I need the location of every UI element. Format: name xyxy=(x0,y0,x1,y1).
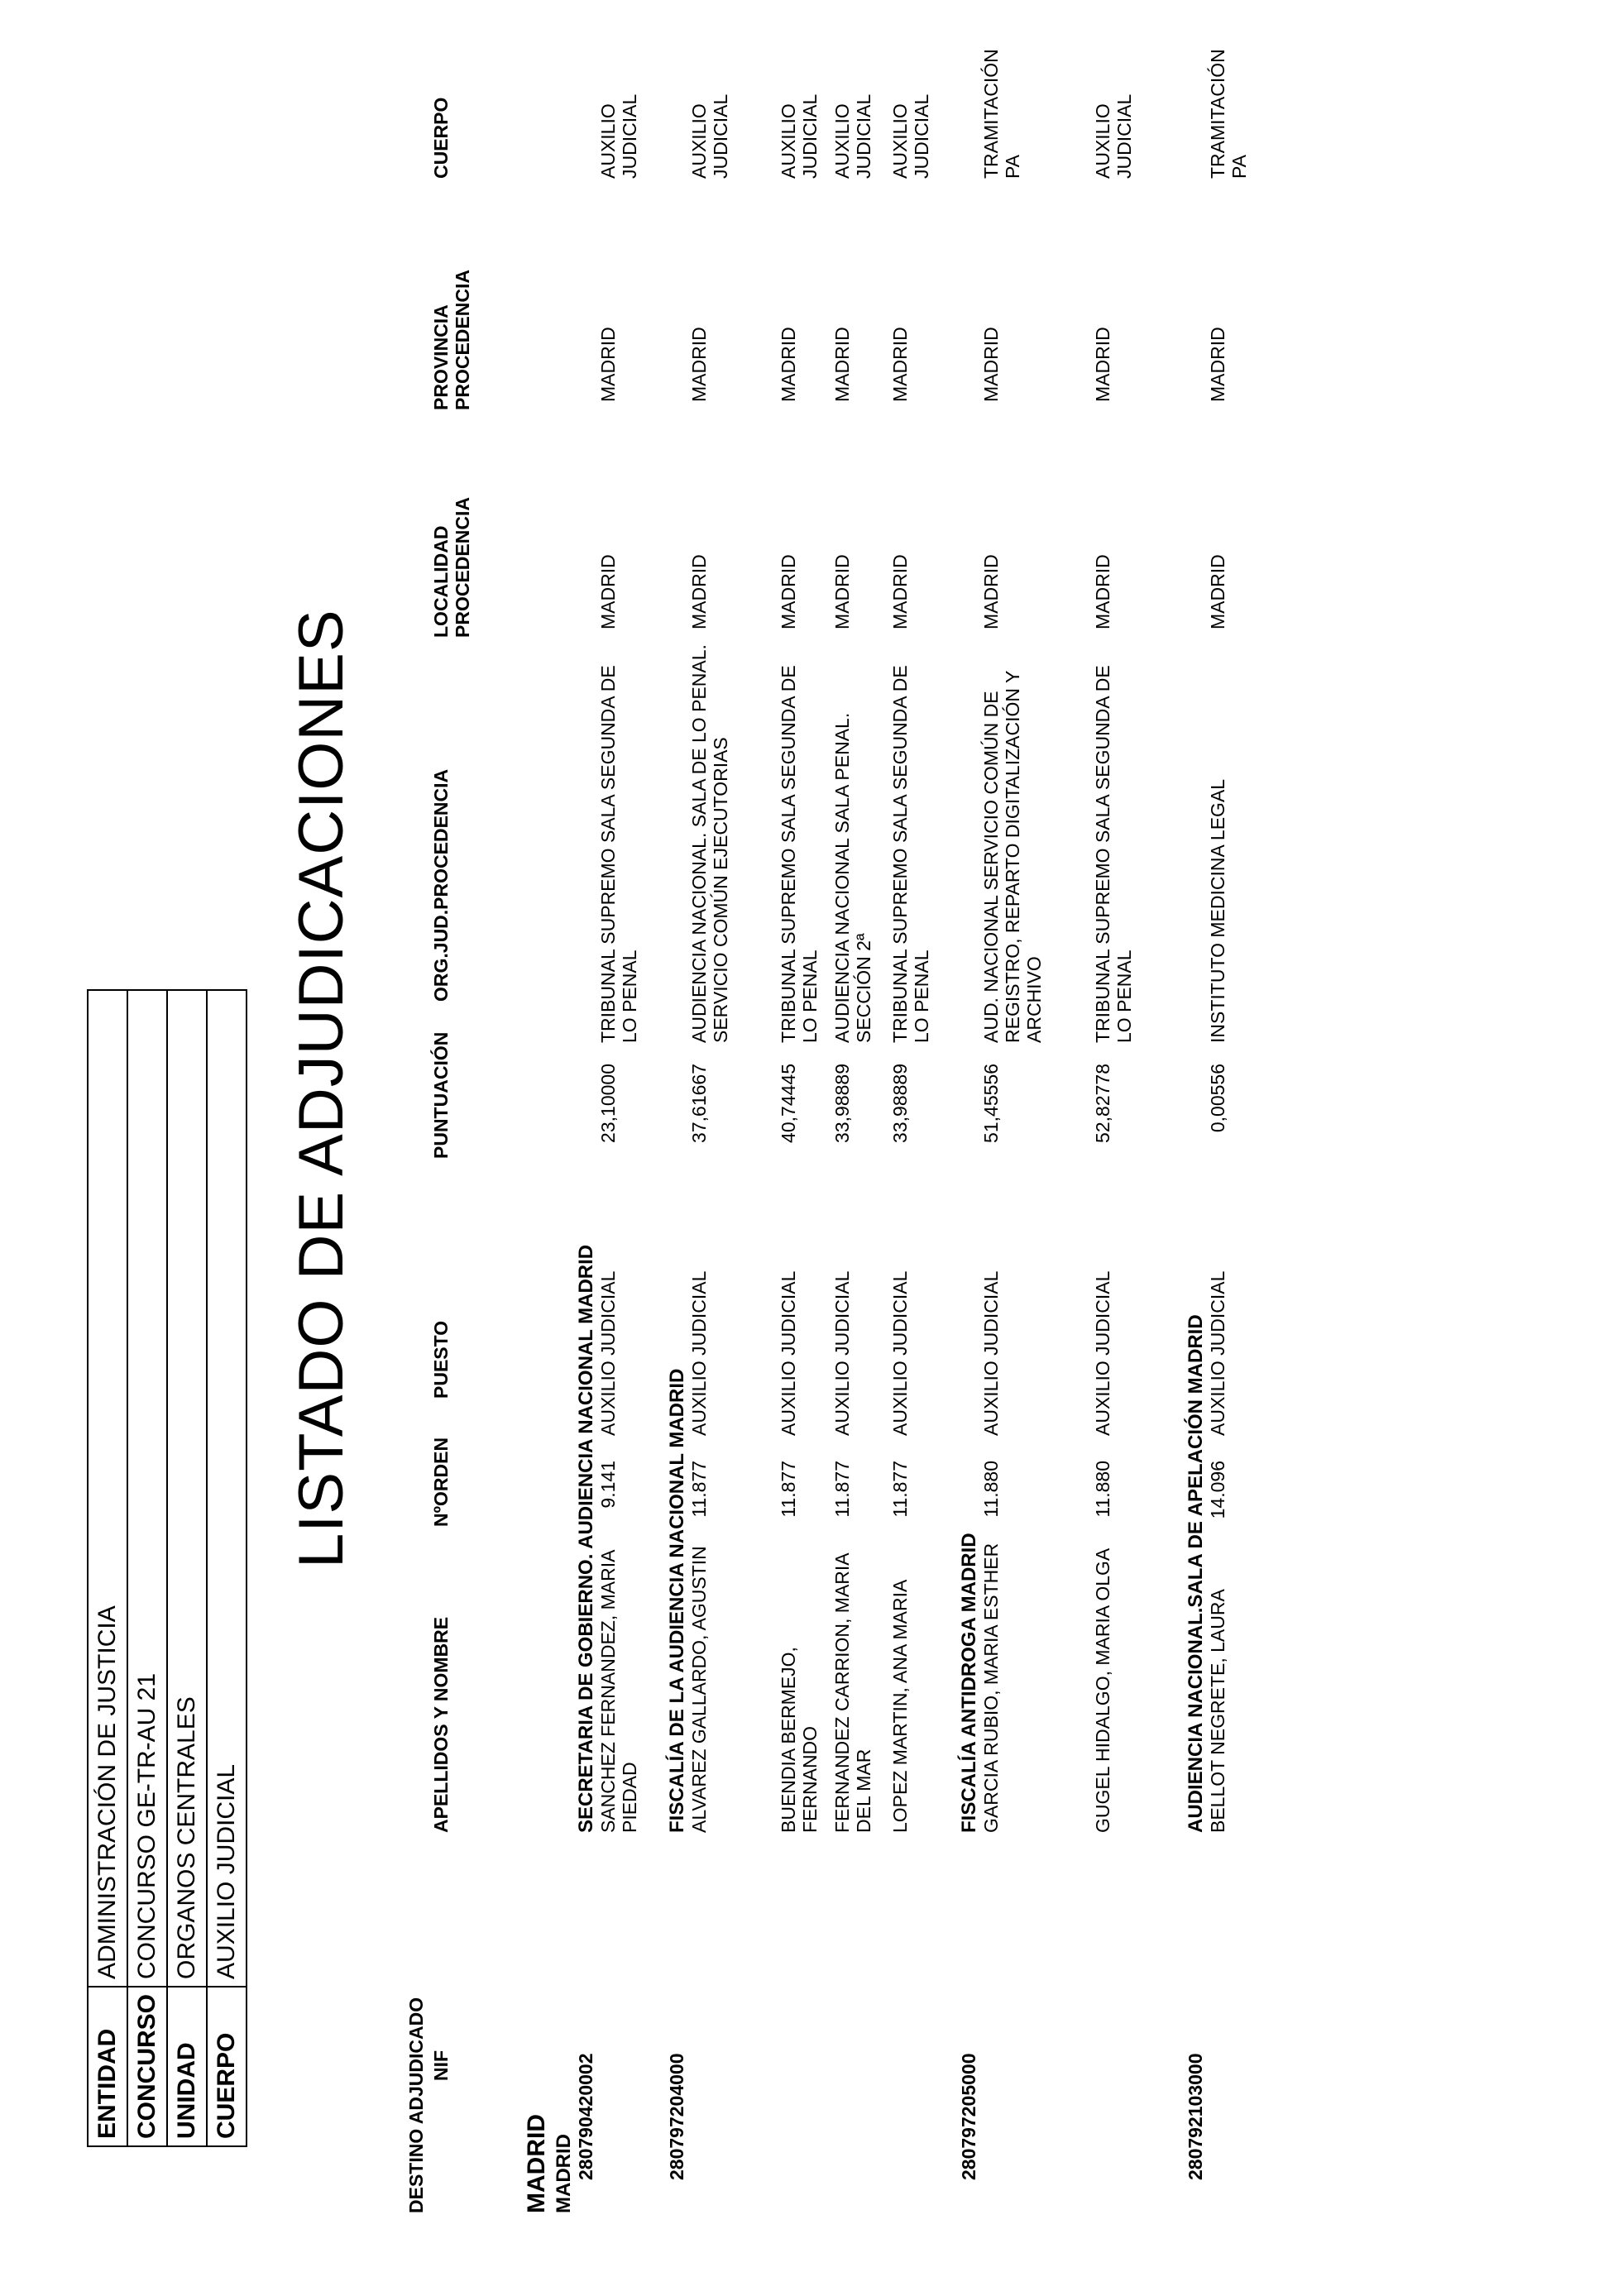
header-value: ADMINISTRACIÓN DE JUSTICIA xyxy=(88,990,127,1987)
cell-puntuacion: 33,98889 xyxy=(889,1064,911,1143)
header-value: AUXILIO JUDICIAL xyxy=(207,990,247,1987)
cell-provincia: MADRID xyxy=(778,327,799,402)
cell-cuerpo: TRAMITACIÓN PA xyxy=(1207,49,1250,179)
cell-localidad: MADRID xyxy=(597,554,619,629)
header-info-box xyxy=(87,989,247,2147)
cell-localidad: MADRID xyxy=(1092,554,1113,629)
header-key: ENTIDAD xyxy=(88,1987,127,2146)
cell-nombre: BUENDIA BERMEJO, FERNANDO xyxy=(778,1647,821,1833)
header-value: CONCURSO GE-TR-AU 21 xyxy=(127,990,167,1987)
cell-orden: 9.141 xyxy=(597,1461,619,1509)
col-header-norden: NºORDEN xyxy=(430,1437,452,1527)
cell-orden: 11.877 xyxy=(889,1461,911,1518)
header-key: CUERPO xyxy=(207,1987,247,2146)
cell-localidad: MADRID xyxy=(831,554,853,629)
destino-name: SECRETARIA DE GOBIERNO. AUDIENCIA NACIONAL MADRID xyxy=(575,1244,597,1833)
cell-localidad: MADRID xyxy=(889,554,911,629)
header-row xyxy=(88,990,127,2146)
cell-org: TRIBUNAL SUPREMO SALA SEGUNDA DE LO PENAL xyxy=(1092,665,1135,1043)
cell-cuerpo: TRAMITACIÓN PA xyxy=(980,49,1023,179)
cell-puesto: AUXILIO JUDICIAL xyxy=(688,1270,710,1436)
cell-puesto: AUXILIO JUDICIAL xyxy=(889,1270,911,1436)
header-row xyxy=(127,990,167,2146)
cell-orden: 11.877 xyxy=(688,1461,710,1518)
cell-provincia: MADRID xyxy=(980,327,1002,402)
header-key: CONCURSO xyxy=(127,1987,167,2146)
cell-nombre: SANCHEZ FERNANDEZ, MARIA PIEDAD xyxy=(597,1550,640,1833)
cell-localidad: MADRID xyxy=(1207,554,1228,629)
cell-nombre: LOPEZ MARTIN, ANA MARIA xyxy=(889,1579,911,1833)
cell-puntuacion: 23,10000 xyxy=(597,1064,619,1143)
cell-puesto: AUXILIO JUDICIAL xyxy=(831,1270,853,1436)
cell-localidad: MADRID xyxy=(688,554,710,629)
cell-org: TRIBUNAL SUPREMO SALA SEGUNDA DE LO PENAL xyxy=(889,665,932,1043)
col-header-localidad: LOCALIDAD PROCEDENCIA xyxy=(430,497,473,638)
cell-puntuacion: 37,61667 xyxy=(688,1064,710,1143)
cell-puesto: AUXILIO JUDICIAL xyxy=(778,1270,799,1436)
cell-puesto: AUXILIO JUDICIAL xyxy=(1092,1270,1113,1436)
locality-heading: MADRID xyxy=(553,2134,575,2213)
header-row xyxy=(207,990,247,2146)
cell-puntuacion: 33,98889 xyxy=(831,1064,853,1143)
cell-orden: 11.880 xyxy=(1092,1461,1113,1518)
header-value: ORGANOS CENTRALES xyxy=(167,990,207,1987)
page-title: LISTADO DE ADJUDICACIONES xyxy=(286,609,357,1568)
cell-nombre: ALVAREZ GALLARDO, AGUSTIN xyxy=(688,1546,710,1833)
cell-puntuacion: 51,45556 xyxy=(980,1064,1002,1143)
cell-provincia: MADRID xyxy=(889,327,911,402)
col-header-apellidos: APELLIDOS Y NOMBRE xyxy=(430,1616,452,1833)
cell-nombre: FERNANDEZ CARRION, MARIA DEL MAR xyxy=(831,1553,874,1833)
cell-cuerpo: AUXILIO JUDICIAL xyxy=(597,93,640,179)
cell-puntuacion: 0,00556 xyxy=(1207,1064,1228,1133)
col-header-nif: NIF xyxy=(430,2050,452,2081)
cell-puntuacion: 52,82778 xyxy=(1092,1064,1113,1143)
destino-code: 280797205000 xyxy=(958,2053,979,2180)
col-header-org: ORG.JUD.PROCEDENCIA xyxy=(430,768,452,1002)
destino-code: 280797204000 xyxy=(666,2053,687,2180)
cell-org: TRIBUNAL SUPREMO SALA SEGUNDA DE LO PENAL xyxy=(778,665,821,1043)
cell-puesto: AUXILIO JUDICIAL xyxy=(1207,1270,1228,1436)
header-key: UNIDAD xyxy=(167,1987,207,2146)
col-header-cuerpo: CUERPO xyxy=(430,97,452,179)
cell-provincia: MADRID xyxy=(1207,327,1228,402)
cell-cuerpo: AUXILIO JUDICIAL xyxy=(1092,93,1135,179)
cell-orden: 14.096 xyxy=(1207,1461,1228,1519)
cell-org: AUDIENCIA NACIONAL SALA PENAL. SECCIÓN 2ª xyxy=(831,712,874,1043)
cell-provincia: MADRID xyxy=(831,327,853,402)
cell-orden: 11.877 xyxy=(778,1461,799,1518)
cell-localidad: MADRID xyxy=(778,554,799,629)
cell-orden: 11.880 xyxy=(980,1461,1002,1518)
cell-nombre: GARCIA RUBIO, MARIA ESTHER xyxy=(980,1543,1002,1833)
cell-orden: 11.877 xyxy=(831,1461,853,1518)
col-header-provincia: PROVINCIA PROCEDENCIA xyxy=(430,270,473,410)
cell-provincia: MADRID xyxy=(688,327,710,402)
cell-org: AUD. NACIONAL SERVICIO COMÚN DE REGISTRO, REPARTO DIGITALIZACIÓN Y ARCHIVO xyxy=(980,671,1045,1043)
cell-nombre: BELLOT NEGRETE, LAURA xyxy=(1207,1589,1228,1833)
cell-org: AUDIENCIA NACIONAL. SALA DE LO PENAL. SERVICIO COMÚN EJECUTORIAS xyxy=(688,644,731,1043)
cell-nombre: GUGEL HIDALGO, MARIA OLGA xyxy=(1092,1547,1113,1833)
destino-code: 280792103000 xyxy=(1185,2053,1206,2180)
cell-org: INSTITUTO MEDICINA LEGAL xyxy=(1207,778,1228,1043)
col-header-puntuacion: PUNTUACIÓN xyxy=(430,1031,452,1159)
destino-label: DESTINO ADJUDICADO xyxy=(405,1997,427,2213)
destino-name: FISCALÍA DE LA AUDIENCIA NACIONAL MADRID xyxy=(666,1368,688,1833)
cell-cuerpo: AUXILIO JUDICIAL xyxy=(778,93,821,179)
cell-cuerpo: AUXILIO JUDICIAL xyxy=(831,93,874,179)
cell-provincia: MADRID xyxy=(597,327,619,402)
cell-puesto: AUXILIO JUDICIAL xyxy=(597,1270,619,1436)
cell-org: TRIBUNAL SUPREMO SALA SEGUNDA DE LO PENAL xyxy=(597,665,640,1043)
destino-name: FISCALÍA ANTIDROGA MADRID xyxy=(958,1533,980,1833)
cell-provincia: MADRID xyxy=(1092,327,1113,402)
header-row xyxy=(167,990,207,2146)
cell-cuerpo: AUXILIO JUDICIAL xyxy=(889,93,932,179)
destino-name: AUDIENCIA NACIONAL.SALA DE APELACIÓN MADRID xyxy=(1185,1314,1207,1833)
destino-code: 280790420002 xyxy=(575,2053,596,2180)
cell-puesto: AUXILIO JUDICIAL xyxy=(980,1270,1002,1436)
cell-puntuacion: 40,74445 xyxy=(778,1064,799,1143)
cell-localidad: MADRID xyxy=(980,554,1002,629)
province-heading: MADRID xyxy=(523,2114,550,2213)
cell-cuerpo: AUXILIO JUDICIAL xyxy=(688,93,731,179)
col-header-puesto: PUESTO xyxy=(430,1320,452,1399)
